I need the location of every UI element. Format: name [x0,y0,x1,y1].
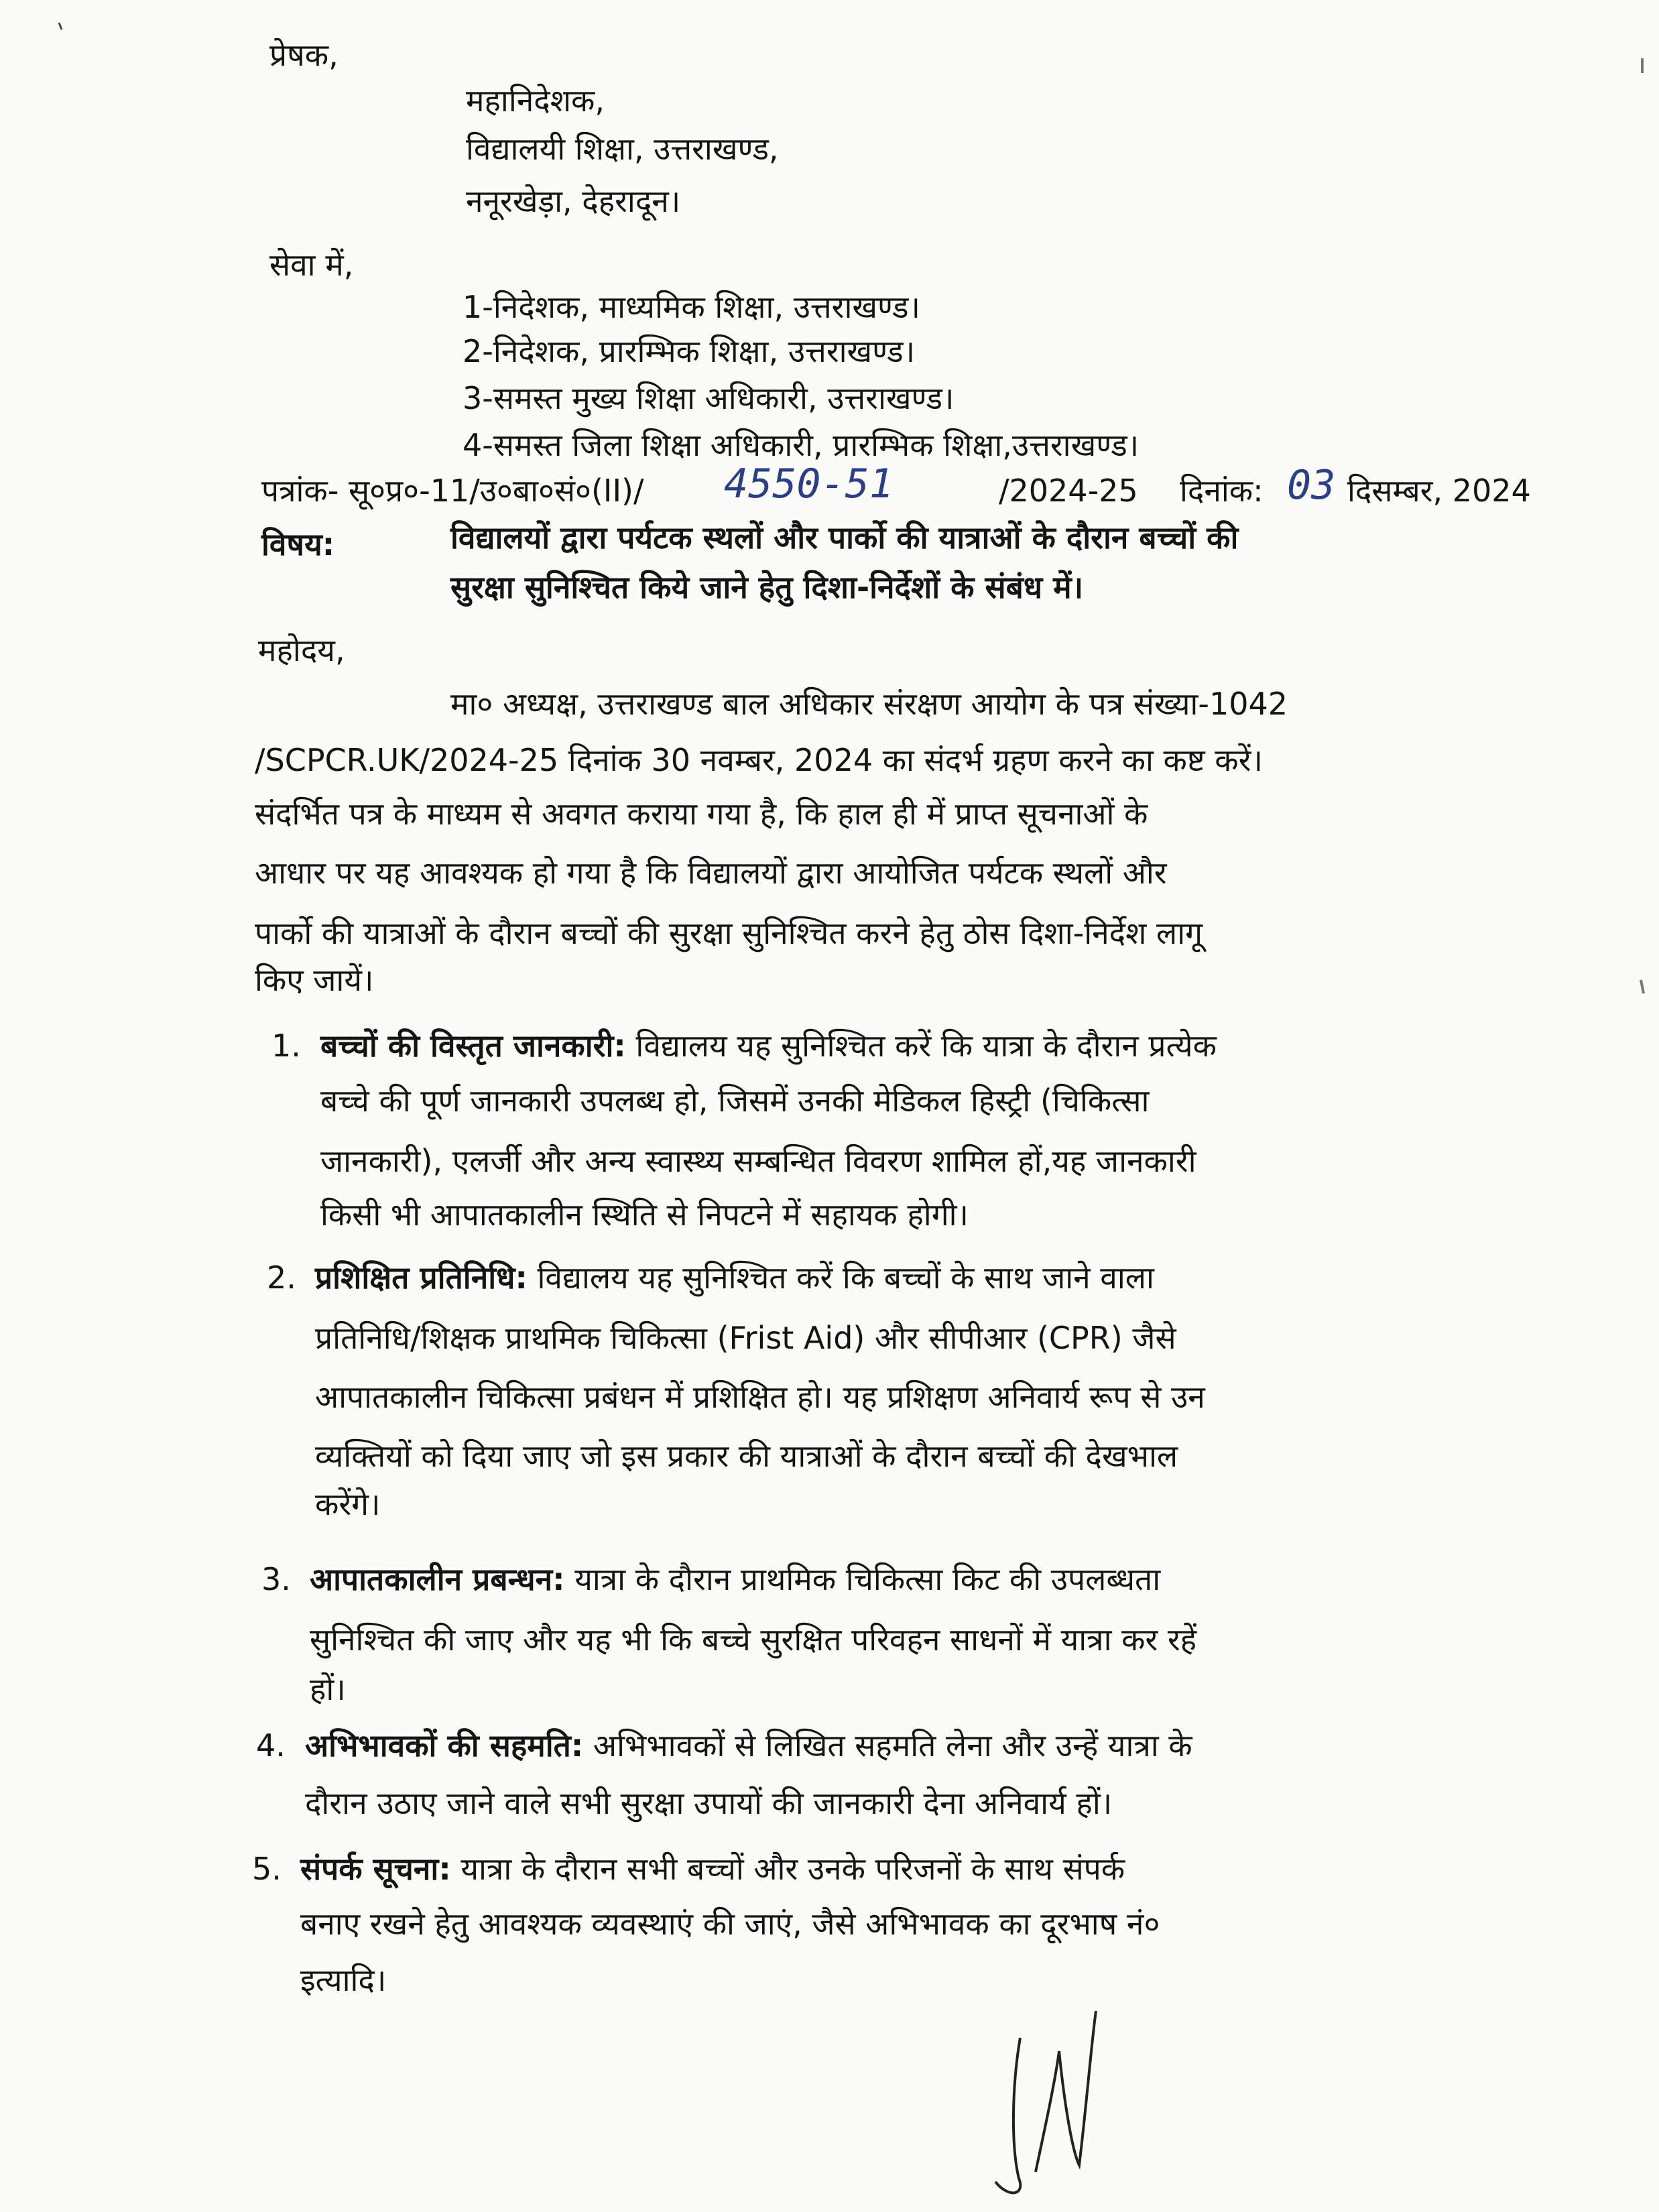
point-line: आपातकालीन चिकित्सा प्रबंधन में प्रशिक्षित हो। यह प्रशिक्षण अनिवार्य रूप से उन [315,1379,1205,1415]
point-number: 2. [267,1259,296,1296]
subject-line: सुरक्षा सुनिश्चित किये जाने हेतु दिशा-निर्देशों के संबंध में। [450,569,1084,605]
sender-line: महानिदेशक, [466,82,605,119]
sender-label: प्रेषक, [269,37,339,73]
point-line: प्रतिनिधि/शिक्षक प्राथमिक चिकित्सा (Frist Aid) और सीपीआर (CPR) जैसे [315,1320,1176,1356]
handwritten-day: 03 [1287,462,1336,509]
intro-line: मा० अध्यक्ष, उत्तराखण्ड बाल अधिकार संरक्षण आयोग के पत्र संख्या-1042 [450,686,1288,722]
point-line: सुनिश्चित की जाए और यह भी कि बच्चे सुरक्षित परिवहन साधनों में यात्रा कर रहें [310,1621,1197,1658]
sender-line: विद्यालयी शिक्षा, उत्तराखण्ड, [466,131,779,167]
point-title: अभिभावकों की सहमति: [305,1727,584,1764]
subject-line [450,517,1573,558]
intro-line: आधार पर यह आवश्यक हो गया है कि विद्यालयों द्वारा आयोजित पर्यटक स्थलों और [255,855,1167,891]
point-line: हों। [310,1671,346,1707]
point-number: 1. [271,1028,301,1064]
point-line: किसी भी आपातकालीन स्थिति से निपटने में सहायक होगी। [320,1196,969,1233]
point-line: इत्यादि। [300,1962,387,1998]
handwritten-letter-number: 4550-51 [724,460,894,507]
point-first-line [320,1026,1217,1066]
point-title: संपर्क सूचना: [300,1851,451,1887]
point-number: 4. [256,1727,286,1764]
point-line: करेंगे। [315,1486,381,1522]
recipient-line: 4-समस्त जिला शिक्षा अधिकारी, प्रारम्भिक शिक्षा,उत्तराखण्ड। [463,427,1140,463]
date-label: दिनांक: [1180,473,1264,509]
point-text: विद्यालय यह सुनिश्चित करें कि बच्चों के साथ जाने वाला [537,1259,1154,1296]
reference-year: /2024-25 [999,473,1138,509]
intro-line: पार्को की यात्राओं के दौरान बच्चों की सुरक्षा सुनिश्चित करने हेतु ठोस दिशा-निर्देश लागू [255,915,1203,951]
point-first-line [310,1559,1160,1599]
point-first-line [300,1849,1125,1889]
scan-speck [54,20,67,34]
point-text: यात्रा के दौरान प्राथमिक चिकित्सा किट की उपलब्धता [574,1561,1161,1597]
point-first-line [315,1257,1154,1298]
subject-text: विद्यालयों द्वारा पर्यटक स्थलों और पार्को की यात्राओं के दौरान बच्चों की [450,519,1239,556]
point-text: यात्रा के दौरान सभी बच्चों और उनके परिजनों के साथ संपर्क [460,1851,1125,1887]
point-line: दौरान उठाए जाने वाले सभी सुरक्षा उपायों की जानकारी देना अनिवार्य हों। [305,1785,1113,1821]
point-line: बनाए रखने हेतु आवश्यक व्यवस्थाएं की जाएं, जैसे अभिभावक का दूरभाष नं० [300,1906,1160,1942]
recipient-line: 2-निदेशक, प्रारम्भिक शिक्षा, उत्तराखण्ड। [463,333,916,369]
point-line: जानकारी), एलर्जी और अन्य स्वास्थ्य सम्बन्धित विवरण शामिल हों,यह जानकारी [320,1143,1196,1179]
intro-line: किए जायें। [255,962,374,998]
point-title: आपातकालीन प्रबन्धन: [310,1561,565,1597]
recipient-line: 1-निदेशक, माध्यमिक शिक्षा, उत्तराखण्ड। [463,289,920,325]
point-line: व्यक्तियों को दिया जाए जो इस प्रकार की यात्राओं के दौरान बच्चों की देखभाल [315,1438,1178,1474]
intro-line: /SCPCR.UK/2024-25 दिनांक 30 नवम्बर, 2024 का संदर्भ ग्रहण करने का कष्ट करें। [255,742,1263,778]
reference-prefix: पत्रांक- सू०प्र०-11/उ०बा०सं०(II)/ [261,473,644,509]
date-rest: दिसम्बर, 2024 [1347,473,1531,509]
point-number: 3. [261,1561,291,1597]
point-first-line [305,1725,1192,1766]
sender-line: ननूरखेड़ा, देहरादून। [466,183,681,219]
recipient-line: 3-समस्त मुख्य शिक्षा अधिकारी, उत्तराखण्ड। [463,380,955,416]
point-text: अभिभावकों से लिखित सहमति लेना और उन्हें यात्रा के [593,1727,1192,1764]
scan-speck [1636,979,1649,999]
recipient-label: सेवा में, [269,247,354,283]
signature-initials [972,2004,1099,2205]
point-text: विद्यालय यह सुनिश्चित करें कि यात्रा के दौरान प्रत्येक [635,1028,1217,1064]
scan-speck [1636,57,1649,77]
point-title: बच्चों की विस्तृत जानकारी: [320,1028,626,1064]
point-line: बच्चे की पूर्ण जानकारी उपलब्ध हो, जिसमें उनकी मेडिकल हिस्ट्री (चिकित्सा [320,1083,1150,1119]
point-title: प्रशिक्षित प्रतिनिधि: [315,1259,528,1296]
point-number: 5. [252,1851,282,1887]
subject-label: विषय: [261,526,335,562]
salutation: महोदय, [258,632,345,668]
intro-line: संदर्भित पत्र के माध्यम से अवगत कराया गया है, कि हाल ही में प्राप्त सूचनाओं के [255,796,1148,832]
